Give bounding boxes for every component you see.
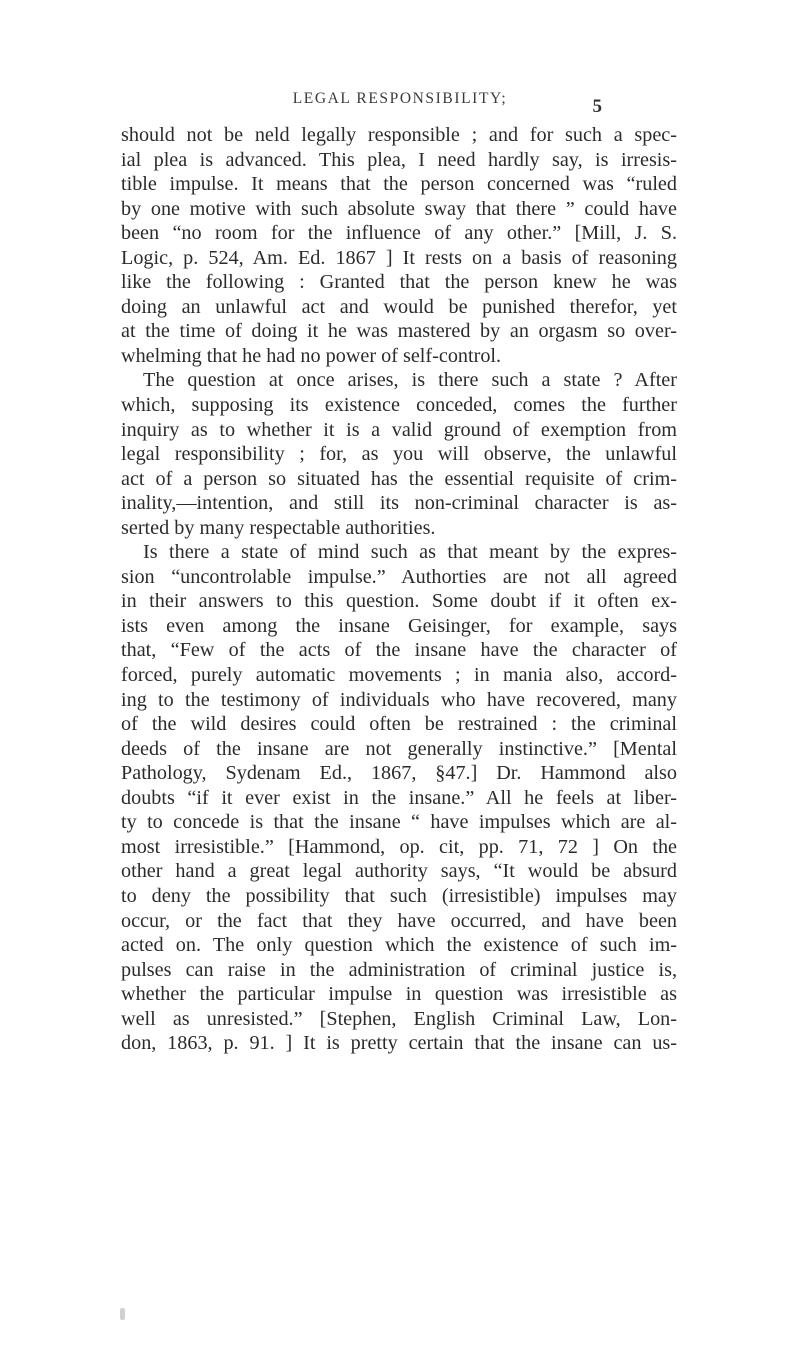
text-line: ty to concede is that the insane “ have impulses which are al- [121,811,677,834]
text-line: to deny the possibility that such (irresistible) impulses may [121,884,677,907]
text-line: The question at once arises, is there such a state ? After [143,369,677,392]
text-line: forced, purely automatic movements ; in mania also, accord- [121,664,677,687]
text-line: Is there a state of mind such as that meant by the expres- [143,541,677,564]
text-line: well as unresisted.” [Stephen, English Criminal Law, Lon- [121,1007,677,1030]
text-line: of the wild desires could often be restrained : the criminal [121,713,677,736]
text-line: legal responsibility ; for, as you will observe, the unlawful [121,443,677,466]
text-line: sion “uncontrolable impulse.” Authorties are not all agreed [121,565,677,588]
text-line: deeds of the insane are not generally instinctive.” [Mental [121,737,677,760]
text-line: ial plea is advanced. This plea, I need hardly say, is irresis- [121,148,677,171]
text-line: acted on. The only question which the existence of such im- [121,934,677,957]
running-title: LEGAL RESPONSIBILITY; [292,90,508,107]
text-line: whelming that he had no power of self-control. [121,344,502,367]
text-line: Logic, p. 524, Am. Ed. 1867 ] It rests on a basis of reasoning [121,246,677,269]
text-line: inality,—intention, and still its non-criminal character is as- [121,492,677,515]
text-line: serted by many respectable authorities. [121,516,436,539]
text-line: occur, or the fact that they have occurred, and have been [121,909,677,932]
text-line: most irresistible.” [Hammond, op. cit, pp. 71, 72 ] On the [121,835,677,858]
page-number: 5 [592,96,602,117]
text-line: act of a person so situated has the essential requisite of crim- [121,467,677,490]
scan-smudge [120,1308,125,1320]
text-line: been “no room for the influence of any other.” [Mill, J. S. [121,222,677,245]
running-head [0,90,800,117]
text-line: whether the particular impulse in question was irresistible as [121,983,677,1006]
text-line: should not be neld legally responsible ; and for such a spec- [121,124,677,146]
body-text [121,123,677,1056]
text-line: in their answers to this question. Some doubt if it often ex- [121,590,677,613]
text-line: like the following : Granted that the person knew he was [121,271,677,294]
text-line: ing to the testimony of individuals who have recovered, many [121,688,677,711]
text-line: at the time of doing it he was mastered by an orgasm so over- [121,320,677,343]
text-line: inquiry as to whether it is a valid ground of exemption from [121,418,677,441]
text-line: that, “Few of the acts of the insane have the character of [121,639,677,662]
text-line: other hand a great legal authority says, “It would be absurd [121,860,677,883]
text-line: ists even among the insane Geisinger, for example, says [121,614,677,637]
text-line: by one motive with such absolute sway that there ” could have [121,197,677,220]
text-line: which, supposing its existence conceded, comes the further [121,394,677,417]
text-line: don, 1863, p. 91. ] It is pretty certain that the insane can us- [121,1032,677,1055]
text-line: tible impulse. It means that the person concerned was “ruled [121,173,677,196]
text-line: doubts “if it ever exist in the insane.” All he feels at liber- [121,786,677,809]
text-line: pulses can raise in the administration of criminal justice is, [121,958,677,981]
text-line: Pathology, Sydenam Ed., 1867, §47.] Dr. Hammond also [121,762,677,785]
text-line: doing an unlawful act and would be punished therefor, yet [121,295,677,318]
